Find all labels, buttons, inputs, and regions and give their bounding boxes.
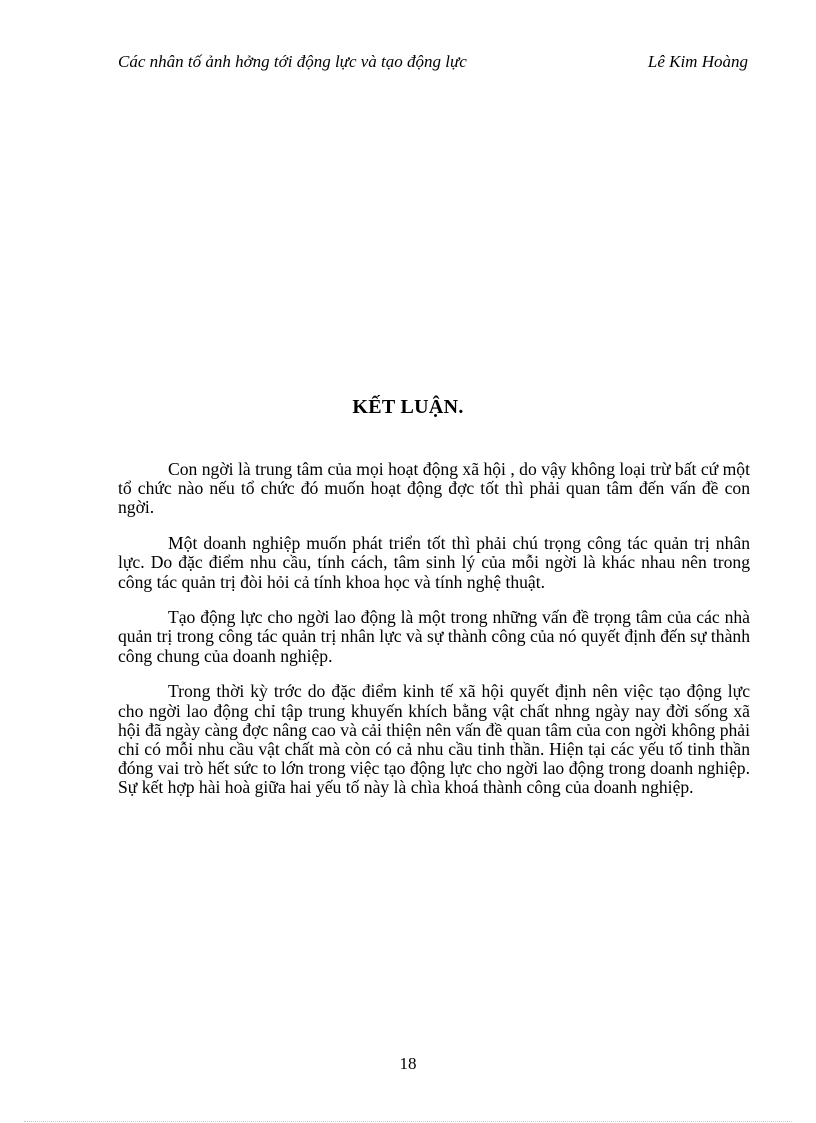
- paragraph: Trong thời kỳ trớc do đặc điểm kinh tế xã hội quyết định nên việc tạo động lực cho ngời lao động chỉ tập trung khuyến khích bằng vật chất nhng ngày nay đời sống xã hội đã ngày càng đợc nâng cao và cải thiện nên vấn đề quan tâm của con ngời không phải chỉ có mỗi nhu cầu vật chất mà còn có cả nhu cầu tinh thần. Hiện tại các yếu tố tinh thần đóng vai trò hết sức to lớn trong việc tạo động lực cho ngời lao động trong doanh nghiệp. Sự kết hợp hài hoà giữa hai yếu tố này là chìa khoá thành công của doanh nghiệp.: [118, 681, 750, 798]
- paragraph: Một doanh nghiệp muốn phát triển tốt thì phải chú trọng công tác quản trị nhân lực. Do đặc điểm nhu cầu, tính cách, tâm sinh lý của mỗi ngời là khác nhau nên trong công tác quản trị đòi hỏi cả tính khoa học và tính nghệ thuật.: [118, 533, 750, 592]
- running-header: [118, 52, 748, 76]
- paragraph: Con ngời là trung tâm của mọi hoạt động xã hội , do vậy không loại trừ bất cứ một tổ chức nào nếu tổ chức đó muốn hoạt động đợc tốt thì phải quan tâm đến vấn đề con ngời.: [118, 459, 750, 518]
- paragraph: Tạo động lực cho ngời lao động là một trong những vấn đề trọng tâm của các nhà quản trị trong công tác quản trị nhân lực và sự thành công của nó quyết định đến sự thành công chung của doanh nghiệp.: [118, 607, 750, 666]
- header-author: Lê Kim Hoàng: [647, 52, 748, 71]
- header-title: Các nhân tố ảnh hởng tới động lực và tạo động lực: [118, 52, 467, 71]
- page-number: 18: [399, 1054, 417, 1073]
- body-text: [118, 460, 750, 814]
- page-bottom-divider: [24, 1121, 792, 1122]
- section-title: KẾT LUẬN.: [352, 396, 464, 418]
